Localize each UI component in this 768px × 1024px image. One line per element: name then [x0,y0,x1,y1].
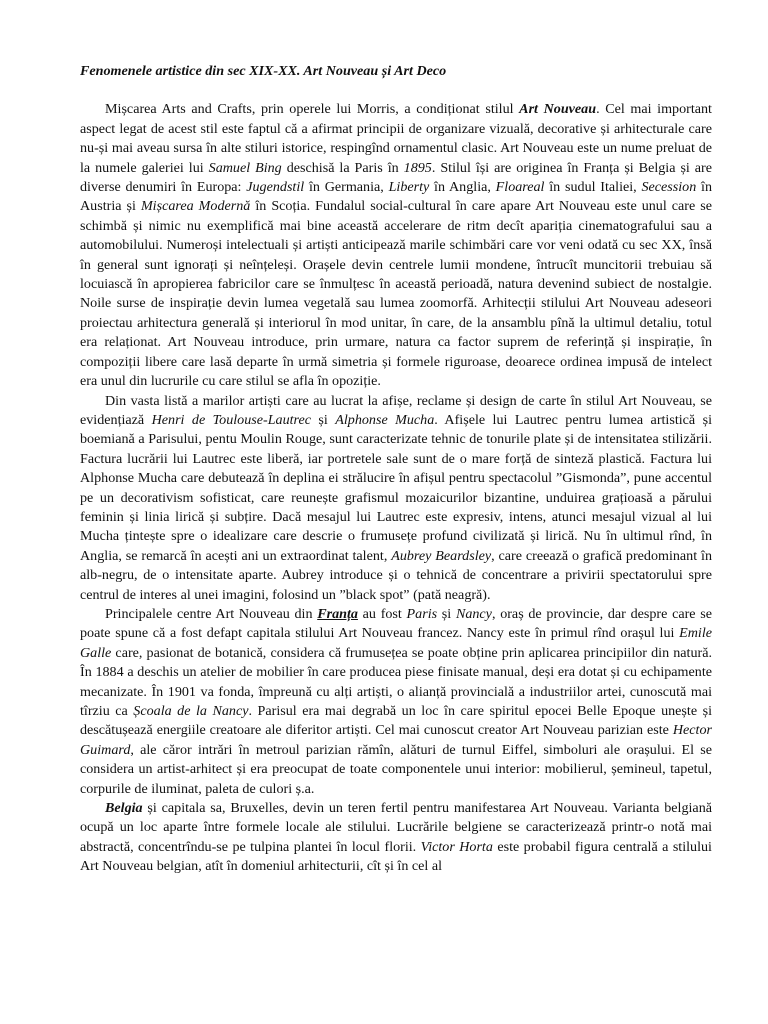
text: în Austria și [80,179,712,215]
text: și [311,411,336,428]
text: Mișcarea Arts and Crafts, prin operele lui Morris, a condiționat stilul [105,101,520,118]
text: Principalele centre Art Nouveau din [105,605,318,622]
text: în Germania, [304,179,389,196]
text: în sudul Italiei, [544,179,642,196]
name-beardsley: Aubrey Beardsley [391,547,492,564]
text: au fost [357,605,407,622]
term-belgia: Belgia [105,800,143,817]
term-secession: Secession [641,179,697,196]
name-galle: Emile Galle [80,625,712,661]
term-miscarea-moderna: Mișcarea Modernă [140,198,251,215]
term-scoala-nancy: Școala de la Nancy [133,703,249,719]
text: , oraș de provincie, dar despre care se poate spune că a fost defapt capitala stilului Art Nouveau francez. Nancy este în primul rînd orașul lui [80,605,712,642]
document-title: Fenomenele artistice din sec XIX-XX. Art Nouveau și Art Deco [80,63,447,79]
term-floareal: Floareal [495,179,545,196]
paragraph-france-centers [80,605,712,799]
paragraph-poster-artists [80,392,712,605]
name-samuel-bing: Samuel Bing [208,159,282,176]
term-paris: Paris [406,605,438,622]
text: în Anglia, [429,179,496,196]
text: în Scoția. Fundalul social-cultural în care apare Art Nouveau este unul care se schimbă și nimic nu exemplifică mai bine această accelerare de ritm decît apariția cinematografului sau a automobilului. Numeroși intelectuali și artiști anticipează marile schimbări care vor veni odată cu sec XX, însă în general sunt ignorați și neînțeleși. Orașele devin centrele lumii mondene, întrucît muncitorii trebuiau să locuiască în apropierea fabricilor care se înmulțesc în această perioadă, natura devenind subiect de nostalgie. Noile surse de inspirație devin lumea vegetală sau lumea zoomorfă. Arhitecții stilului Art Nouveau adeseori proiectau arhitectura generală și interiorul în mod unitar, în care, de la ansamblu pînă la ultimul detaliu, totul era relaționat. Art Nouveau introduce, prin urmare, natura ca factor suprem de referință și inspirație, în compoziții libere care lasă departe în urmă simetria și formele riguroase, deoarece ordinea impusă de intelect era unul din lucrurile cu care stilul se afla în opoziție. [80,198,713,390]
name-guimard: Hector Guimard [80,722,712,758]
text: . Cel mai important aspect legat de acest stil este faptul că a afirmat principii de organizare vizuală, decorative și arhitecturale care nu-și mai aveau sursa în alte stiluri istorice, respingînd ornamentul clasic. Art Nouveau este un nume preluat de la numele galeriei lui [80,101,712,176]
text: . Afișele lui Lautrec pentru lumea artistică și boemiană a Parisului, pentu Moulin Rouge, sunt caracterizate tehnic de tonurile plate și de intensitatea stilizării. Factura lucrării lui Lautrec este liberă, iar portretele sale sunt de o mare forță de sinteză plastică. Factura lui Alphonse Mucha care debutează în deplina ei strălucire în afișul pentru spectacolul ”Gismonda”, pune accentul pe un decorativism sofisticat, care reunește grafismul mozaicurilor bizantine, unduirea grațioasă a părului feminin și linia lirică și subțire. Dacă mesajul lui Lautrec este expresiv, intens, atunci mesajul vizual al lui Mucha țintește spre o idealizare care descrie o frumusețe profund civilizată și lirică. Nu în ultimul rînd, în Anglia, se remarcă în acești ani un extraordinat talent, [80,411,712,564]
year-1895: 1895 [403,159,432,176]
term-nancy: Nancy [455,605,492,622]
document-page [80,62,712,877]
term-jugendstil: Jugendstil [246,179,305,196]
text: și capitala sa, Bruxelles, devin un teren fertil pentru manifestarea Art Nouveau. Varianta belgiană ocupă un loc aparte între formele locale ale stilului. Lucrările belgiene se caracterizează printr-o notă mai abstractă, concentrîndu-se pe tulpina plantei în locul florii. [80,800,712,855]
text: . Stilul își are originea în Franța și Belgia și are diverse denumiri în Europa: [80,159,713,196]
text: care, pasionat de botanică, considera că frumusețea se poate obține prin aplicarea principiilor din natură. În 1884 a deschis un atelier de mobilier în care producea piese finisate manual, deși era dotat și cu echipamente mecanizate. În 1901 va fonda, împreună cu alți artiști, o alianță provincială a industriilor artei, cunoscută mai tîrziu ca [80,644,712,719]
name-lautrec: Henri de Toulouse-Lautrec [151,411,312,428]
term-art-nouveau: Art Nouveau [519,101,597,118]
text: este probabil figura centrală a stilului Art Nouveau belgian, atît în domeniul arhitecturii, cît și în cel al [80,838,712,875]
text: și [437,605,456,622]
text: , ale căror intrări în metroul parizian rămîn, alături de turnul Eiffel, simboluri ale orașului. El se considera un artist-arhitect și era preocupat de toate componentele unui interior: mobilierul, șemineul, tapetul, corpurile de iluminat, paleta de culori ș.a. [80,741,712,797]
term-franta: Franța [317,605,358,622]
paragraph-art-nouveau-origins [80,100,712,391]
paragraph-belgium [80,799,712,877]
name-mucha: Alphonse Mucha [335,411,435,428]
text: . Parisul era mai degrabă un loc în care spiritul epocei Belle Epoque unește și descătușează energiile creatoare ale diferitor artiști. Cel mai cunoscut creator Art Nouveau parizian este [80,703,712,739]
name-horta: Victor Horta [420,838,493,855]
text: , care creează o grafică predominant în alb-negru, de o intensitate aparte. Aubrey introduce și o tehnică de concentrare a privirii spectatorului spre centrul de interes al unei imagini, folosind un ”black spot” (pată neagră). [80,547,712,603]
text: Din vasta listă a marilor artiști care au lucrat la afișe, reclame și design de carte în stilul Art Nouveau, se evidențiază [80,392,712,428]
text: deschisă la Paris în [281,159,404,176]
term-liberty: Liberty [388,179,430,196]
